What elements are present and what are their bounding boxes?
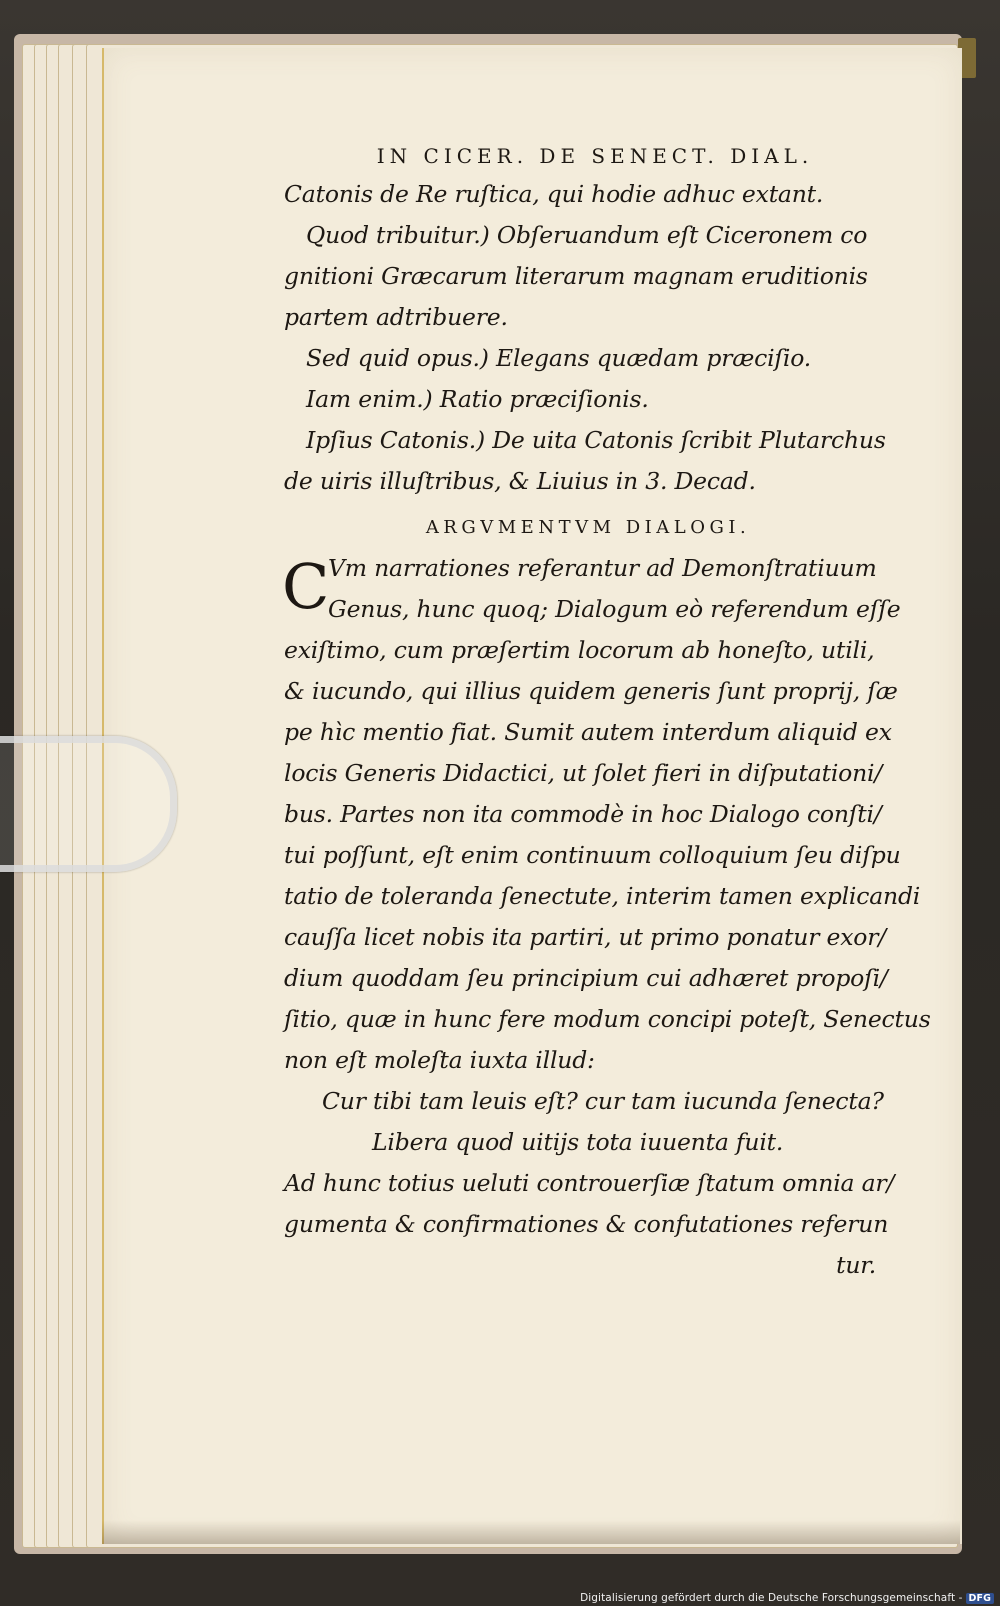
text-line: dium quoddam ſeu principium cui adhæret propoſi/ — [284, 964, 888, 992]
text-line: partem adtribuere. — [284, 303, 508, 331]
page-shadow — [102, 1520, 960, 1544]
text-line: Genus, hunc quoq; Dialogum eò referendum eſſe — [328, 595, 901, 623]
digitization-credit — [580, 1592, 994, 1604]
text-line: pe hìc mentio fiat. Sumit autem interdum aliquid ex — [284, 718, 892, 746]
verse-line: Libera quod uitijs tota iuuenta fuit. — [372, 1128, 784, 1156]
text-line: Sed quid opus.) Elegans quædam præciſio. — [306, 344, 812, 372]
text-line: exiſtimo, cum præſertim locorum ab honeſto, utili, — [284, 636, 875, 664]
text-line: Vm narrationes referantur ad Demonſtratiuum — [328, 554, 877, 582]
credit-text: Digitalisierung gefördert durch die Deutsche Forschungsgemeinschaft - — [580, 1592, 963, 1604]
text-line: locis Generis Didactici, ut ſolet fieri in diſputationi/ — [284, 759, 883, 787]
text-line: Quod tribuitur.) Obſeruandum eſt Ciceronem co — [306, 221, 868, 249]
page-text — [282, 138, 931, 1286]
text-line: gumenta & confirmationes & confutationes referun — [284, 1210, 889, 1238]
verse-line: Cur tibi tam leuis eſt? cur tam iucunda ſenecta? — [322, 1087, 884, 1115]
text-line: cauſſa licet nobis ita partiri, ut primo ponatur exor/ — [284, 923, 886, 951]
text-line: gnitioni Græcarum literarum magnam eruditionis — [284, 262, 868, 290]
catchword: tur. — [836, 1251, 876, 1279]
argument-paragraph — [282, 548, 931, 1081]
text-line: Catonis de Re ruſtica, qui hodie adhuc extant. — [284, 180, 824, 208]
text-line: & iucundo, qui illius quidem generis ſunt proprij, ſæ — [284, 677, 898, 705]
page-clip — [0, 736, 177, 872]
closing-block — [284, 1163, 895, 1286]
text-line: tatio de toleranda ſenectute, interim tamen explicandi — [284, 882, 921, 910]
text-line: Ad hunc totius ueluti controuerſiæ ſtatum omnia ar/ — [284, 1169, 895, 1197]
running-head: IN CICER. DE SENECT. DIAL. — [376, 144, 814, 168]
drop-cap: C — [282, 550, 330, 623]
text-line: Iam enim.) Ratio præciſionis. — [306, 385, 649, 413]
text-line: ſitio, quæ in hunc fere modum concipi poteſt, Senectus — [284, 1005, 931, 1033]
text-line: de uiris illuſtribus, & Liuius in 3. Decad. — [284, 467, 756, 495]
verse-block — [284, 1081, 884, 1163]
text-line: non eſt moleſta iuxta illud: — [284, 1046, 595, 1074]
text-line: tui poſſunt, eſt enim continuum colloquium ſeu diſpu — [284, 841, 901, 869]
text-line: bus. Partes non ita commodè in hoc Dialogo conſti/ — [284, 800, 882, 828]
dfg-logo: DFG — [966, 1593, 994, 1604]
section-heading: ARGVMENTVM DIALOGI. — [425, 517, 751, 538]
commentary-block — [284, 174, 884, 502]
text-line: Ipſius Catonis.) De uita Catonis ſcribit Plutarchus — [306, 426, 886, 454]
